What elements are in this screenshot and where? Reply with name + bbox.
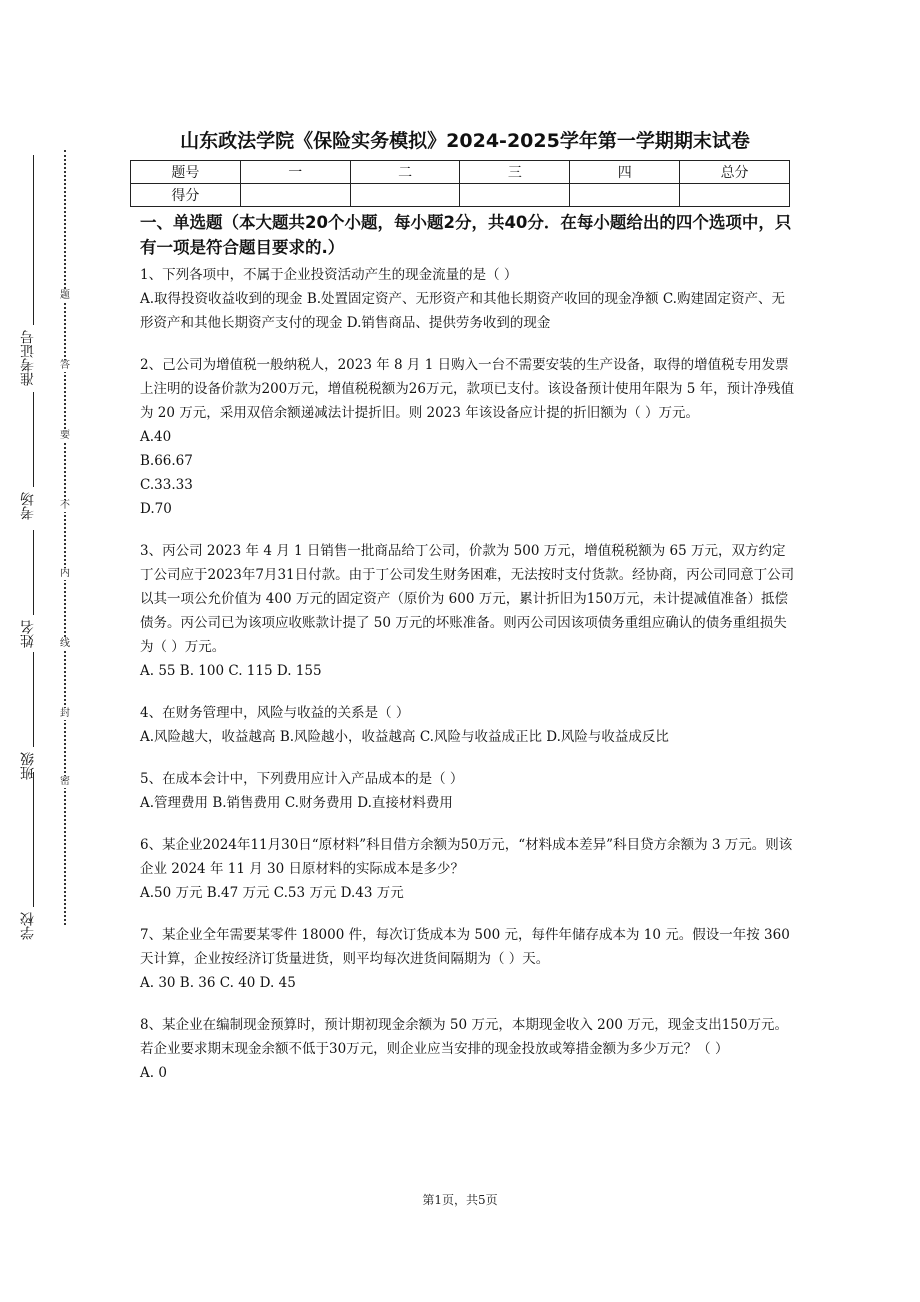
question-options: A.管理费用 B.销售费用 C.财务费用 D.直接材料费用: [140, 795, 453, 811]
score-header-cell: 总分: [680, 161, 790, 184]
score-cell[interactable]: [570, 184, 680, 207]
score-header-cell: 三: [460, 161, 570, 184]
question-stem: 3、丙公司 2023 年 4 月 1 日销售一批商品给丁公司，价款为 500 万元，增值税税额为 65 万元，双方约定丁公司应于2023年7月31日付款。由于丁公司发生财务困难，无法按时支付货款。经协商，丙公司同意丁公司以其一项公允价值为 400 万元的固定资产（原价为 600 万元，累计折旧为150万元，未计提减值准备）抵偿债务。丙公司已为该项应收账款计提了 50 万元的坏账准备。则丙公司因该项债务重组应确认的债务重组损失为（ ）万元。: [140, 543, 795, 655]
score-cell[interactable]: [680, 184, 790, 207]
score-table: [130, 160, 790, 207]
exam-room-field[interactable]: [18, 492, 38, 520]
question-stem: 6、某企业2024年11月30日“原材料”科目借方余额为50万元，“材料成本差异”科目贷方余额为 3 万元。则该企业 2024 年 11 月 30 日原材料的实际成本是多少？: [140, 837, 793, 877]
seal-char: 线: [60, 638, 70, 649]
score-header-cell: 题号: [131, 161, 241, 184]
option-c: C.33.33: [140, 477, 193, 493]
question-stem: 8、某企业在编制现金预算时，预计期初现金余额为 50 万元，本期现金收入 200 万元，现金支出150万元。若企业要求期末现金余额不低于30万元，则企业应当安排的现金投放或筹措金额为多少万元？（ ）: [140, 1017, 788, 1057]
question-stem: 7、某企业全年需要某零件 18000 件，每次订货成本为 500 元，每件年储存成本为 10 元。假设一年按 360 天计算，企业按经济订货量进货，则平均每次进货间隔期为（ ）天。: [140, 927, 790, 967]
score-header-cell: 四: [570, 161, 680, 184]
section-title: 一、单选题（本大题共20个小题，每小题2分，共40分．在每小题给出的四个选项中，只有一项是符合题目要求的.）: [140, 213, 792, 257]
seal-char: 内: [60, 568, 70, 579]
school-field[interactable]: [18, 912, 38, 940]
score-header-cell: 二: [350, 161, 460, 184]
question-options: A.50 万元 B.47 万元 C.53 万元 D.43 万元: [140, 885, 404, 901]
question-5: [140, 767, 795, 815]
binding-margin: [0, 140, 110, 960]
seal-char: 题: [60, 290, 70, 301]
option-d: D.70: [140, 501, 172, 517]
field-label: 准考证号: [20, 330, 36, 386]
score-cell[interactable]: [350, 184, 460, 207]
page-footer: 第1页，共5页: [422, 1193, 498, 1207]
seal-char: 要: [60, 430, 70, 441]
score-table-score-row: [131, 184, 790, 207]
option-a: A.40: [140, 429, 172, 445]
question-stem: 1、下列各项中，不属于企业投资活动产生的现金流量的是（ ）: [140, 267, 518, 283]
question-options: A.风险越大，收益越高 B.风险越小，收益越高 C.风险与收益成正比 D.风险与收益成反比: [140, 729, 669, 745]
seal-dotted-line: [64, 150, 66, 925]
question-4: [140, 701, 795, 749]
seal-char: 封: [60, 708, 70, 719]
field-label: 学校: [20, 912, 36, 940]
question-8: [140, 1013, 795, 1085]
question-stem: 2、己公司为增值税一般纳税人，2023 年 8 月 1 日购入一台不需要安装的生产设备，取得的增值税专用发票上注明的设备价款为200万元，增值税税额为26万元，款项已支付。该设备预计使用年限为 5 年，预计净残值为 20 万元，采用双倍余额递减法计提折旧。则 2023 年该设备应计提的折旧额为（ ）万元。: [140, 357, 795, 421]
score-header-cell: 一: [240, 161, 350, 184]
field-label: 姓名: [20, 620, 36, 648]
score-cell[interactable]: [240, 184, 350, 207]
score-table-header-row: [131, 161, 790, 184]
question-options: A. 30 B. 36 C. 40 D. 45: [140, 975, 296, 991]
field-line: [33, 155, 34, 325]
question-3: [140, 539, 795, 683]
class-field[interactable]: [18, 752, 38, 780]
score-row-label: 得分: [131, 184, 241, 207]
question-options: A.取得投资收益收到的现金 B.处置固定资产、无形资产和其他长期资产收回的现金净额 C.购建固定资产、无形资产和其他长期资产支付的现金 D.销售商品、提供劳务收到的现金: [140, 291, 785, 331]
seal-char: 不: [60, 500, 70, 511]
field-line: [33, 530, 34, 615]
name-field[interactable]: [18, 620, 38, 648]
field-line: [33, 772, 34, 907]
option-b: B.66.67: [140, 453, 193, 469]
field-line: [33, 392, 34, 487]
option-a: A. 0: [140, 1065, 167, 1081]
question-1: [140, 263, 795, 335]
question-2: [140, 353, 795, 521]
question-options: A. 55 B. 100 C. 115 D. 155: [140, 663, 322, 679]
exam-content: [140, 210, 795, 1103]
question-stem: 5、在成本会计中，下列费用应计入产品成本的是（ ）: [140, 771, 464, 787]
question-7: [140, 923, 795, 995]
seal-char: 密: [60, 776, 70, 787]
field-label: 班级: [20, 752, 36, 780]
score-cell[interactable]: [460, 184, 570, 207]
question-6: [140, 833, 795, 905]
field-line: [33, 652, 34, 747]
admission-number-field[interactable]: [18, 330, 38, 386]
exam-title: 山东政法学院《保险实务模拟》2024-2025学年第一学期期末试卷: [180, 130, 750, 152]
field-label: 考场: [20, 492, 36, 520]
question-stem: 4、在财务管理中，风险与收益的关系是（ ）: [140, 705, 410, 721]
seal-char: 答: [60, 360, 70, 371]
